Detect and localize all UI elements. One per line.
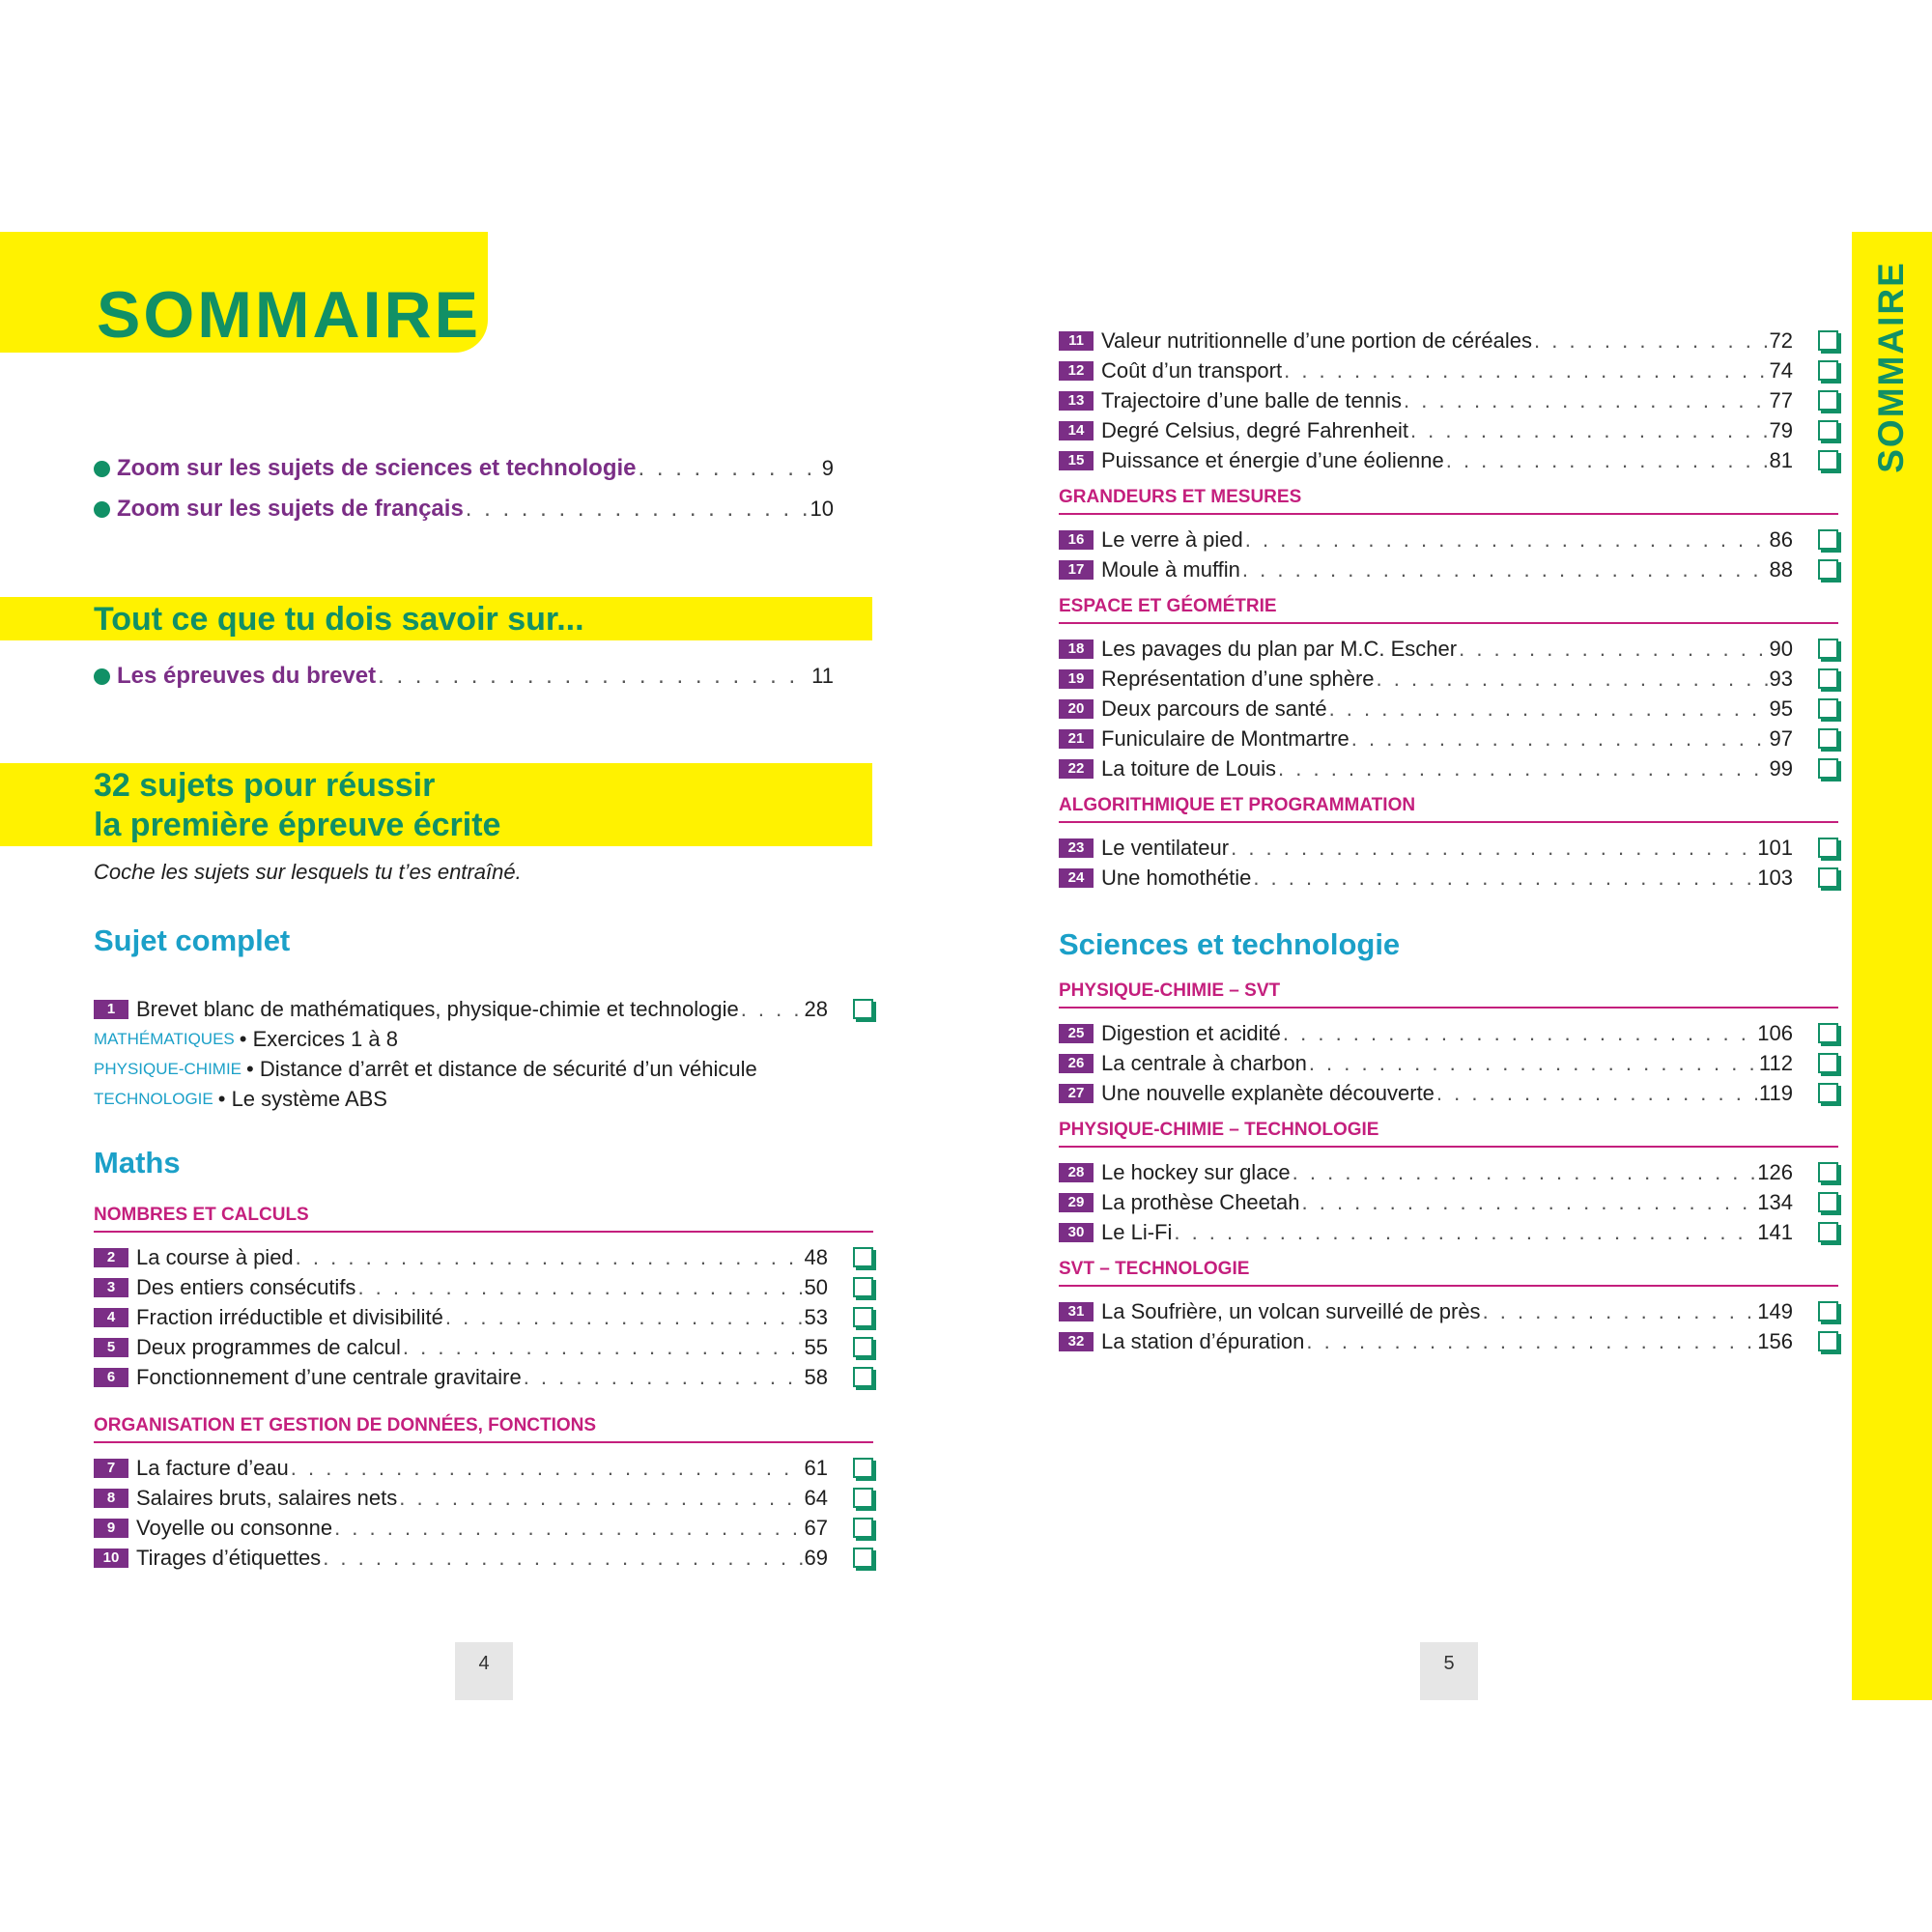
list-item[interactable] — [1059, 355, 1838, 385]
item-page: 156 — [1757, 1328, 1793, 1353]
checkbox-icon[interactable] — [1818, 838, 1838, 858]
side-title-wrapper — [1852, 232, 1932, 502]
item-number: 10 — [94, 1548, 128, 1568]
list-item[interactable] — [1059, 863, 1838, 893]
item-text: Fraction irréductible et divisibilité — [136, 1304, 443, 1329]
item-number: 5 — [94, 1338, 128, 1357]
dot-leader — [1293, 1160, 1756, 1185]
dot-leader — [524, 1365, 803, 1390]
list-item[interactable] — [1059, 445, 1838, 475]
page-number-right: 5 — [1420, 1642, 1478, 1700]
item-page: 50 — [804, 1274, 828, 1299]
item-text: La course à pied — [136, 1244, 294, 1269]
list-item[interactable] — [1059, 415, 1838, 445]
zoom-item[interactable] — [94, 449, 834, 488]
list — [1059, 1296, 1838, 1356]
item-page: 69 — [804, 1545, 828, 1570]
item-number: 22 — [1059, 759, 1094, 779]
list — [1059, 634, 1838, 783]
bullet-icon — [94, 668, 110, 685]
checkbox-icon[interactable] — [853, 1458, 873, 1478]
zoom-label: Zoom sur les sujets de sciences et technologie — [117, 455, 637, 481]
checkbox-icon[interactable] — [1818, 360, 1838, 381]
list-item[interactable] — [1059, 326, 1838, 355]
item-text: La toiture de Louis — [1101, 755, 1277, 781]
side-title: SOMMAIRE — [1871, 261, 1911, 473]
dot-leader — [1351, 726, 1768, 752]
savoir-item[interactable] — [94, 657, 834, 696]
item-number: 13 — [1059, 391, 1094, 411]
item-page: 149 — [1757, 1298, 1793, 1323]
dot-leader — [1306, 1329, 1755, 1354]
dot-leader — [291, 1456, 803, 1481]
item-text: Trajectoire d’une balle de tennis — [1101, 387, 1403, 412]
category-heading: SVT – TECHNOLOGIE — [1059, 1259, 1838, 1287]
checkbox-icon[interactable] — [1818, 1053, 1838, 1073]
dot-leader — [1534, 328, 1768, 354]
dot-leader — [1436, 1081, 1757, 1106]
list-item[interactable] — [94, 1242, 873, 1272]
list-item[interactable] — [94, 1483, 873, 1513]
dot-leader — [1410, 418, 1768, 443]
item-number: 18 — [1059, 639, 1094, 659]
list-item[interactable] — [94, 1543, 873, 1573]
list-item[interactable] — [1059, 753, 1838, 783]
list-item[interactable] — [1059, 634, 1838, 664]
item-page: 97 — [1769, 725, 1793, 751]
item-page: 134 — [1757, 1189, 1793, 1214]
item-page: 88 — [1769, 556, 1793, 582]
checkbox-icon[interactable] — [853, 1247, 873, 1267]
dot-leader — [1309, 1051, 1757, 1076]
checkbox-icon[interactable] — [1818, 420, 1838, 440]
checkbox-icon[interactable] — [1818, 1331, 1838, 1351]
category-heading: ORGANISATION ET GESTION DE DONNÉES, FONCTIONS — [94, 1415, 873, 1443]
item-number: 16 — [1059, 530, 1094, 550]
list-item[interactable] — [94, 1332, 873, 1362]
section-title-maths: Maths — [94, 1146, 181, 1179]
list — [1059, 1157, 1838, 1247]
section-title-sciences: Sciences et technologie — [1059, 927, 1401, 961]
checkbox-icon[interactable] — [853, 1488, 873, 1508]
item-text: Représentation d’une sphère — [1101, 666, 1375, 691]
list-item[interactable] — [1059, 1157, 1838, 1187]
checkbox-icon[interactable] — [1818, 529, 1838, 550]
dot-leader — [741, 997, 803, 1022]
item-text: Une nouvelle explanète découverte — [1101, 1080, 1435, 1105]
item-text: Funiculaire de Montmartre — [1101, 725, 1350, 751]
section-title-sujet-complet: Sujet complet — [94, 923, 291, 957]
item-number: 14 — [1059, 421, 1094, 440]
item-number: 3 — [94, 1278, 128, 1297]
item-number: 15 — [1059, 451, 1094, 470]
dot-leader — [1231, 836, 1755, 861]
item-number: 30 — [1059, 1223, 1094, 1242]
list-item[interactable] — [1059, 1326, 1838, 1356]
item-number: 1 — [94, 1000, 128, 1019]
checkbox-icon[interactable] — [853, 1367, 873, 1387]
item-page: 79 — [1769, 417, 1793, 442]
zoom-item[interactable] — [94, 490, 834, 528]
item-page: 95 — [1769, 696, 1793, 721]
list-item[interactable] — [1059, 525, 1838, 554]
page-number-left: 4 — [455, 1642, 513, 1700]
item-number: 21 — [1059, 729, 1094, 749]
dot-leader — [378, 663, 810, 690]
item-text: Deux parcours de santé — [1101, 696, 1327, 721]
item-page: 28 — [804, 996, 828, 1021]
checkbox-icon[interactable] — [1818, 639, 1838, 659]
item-text: Les pavages du plan par M.C. Escher — [1101, 636, 1458, 661]
item-text: Le verre à pied — [1101, 526, 1243, 552]
checkbox-icon[interactable] — [1818, 758, 1838, 779]
item-text: Le hockey sur glace — [1101, 1159, 1291, 1184]
checkbox-icon[interactable] — [853, 1307, 873, 1327]
checkbox-icon[interactable] — [1818, 1222, 1838, 1242]
item-number: 8 — [94, 1489, 128, 1508]
checkbox-icon[interactable] — [853, 1337, 873, 1357]
dot-leader — [296, 1245, 803, 1270]
item-number: 12 — [1059, 361, 1094, 381]
left-column — [94, 925, 873, 1573]
checkbox-icon[interactable] — [1818, 698, 1838, 719]
checkbox-icon[interactable] — [1818, 668, 1838, 689]
item-text: Digestion et acidité — [1101, 1020, 1281, 1045]
checkbox-icon[interactable] — [1818, 1162, 1838, 1182]
list-item[interactable] — [1059, 724, 1838, 753]
checkbox-icon[interactable] — [1818, 1301, 1838, 1321]
item-page: 99 — [1769, 755, 1793, 781]
page-title: SOMMAIRE — [97, 278, 481, 352]
list-item[interactable] — [1059, 1048, 1838, 1078]
dot-leader — [1242, 557, 1768, 582]
dot-leader — [403, 1335, 803, 1360]
item-page: 119 — [1758, 1080, 1793, 1105]
item-text: La station d’épuration — [1101, 1328, 1305, 1353]
list-item[interactable] — [1059, 1217, 1838, 1247]
item-page: 101 — [1757, 835, 1793, 860]
item-text: La centrale à charbon — [1101, 1050, 1307, 1075]
category-heading: PHYSIQUE-CHIMIE – TECHNOLOGIE — [1059, 1120, 1838, 1148]
list — [1059, 326, 1838, 475]
item-number: 31 — [1059, 1302, 1094, 1321]
sub-line: TECHNOLOGIE • Le système ABS — [94, 1086, 387, 1111]
item-number: 9 — [94, 1519, 128, 1538]
list-item[interactable] — [1059, 554, 1838, 584]
checkbox-icon[interactable] — [1818, 728, 1838, 749]
item-page: 74 — [1769, 357, 1793, 383]
dot-leader — [1404, 388, 1767, 413]
right-column — [1059, 326, 1838, 1356]
list — [1059, 833, 1838, 893]
checkbox-icon[interactable] — [1818, 1083, 1838, 1103]
sub-line: PHYSIQUE-CHIMIE • Distance d’arrêt et distance de sécurité d’un véhicule — [94, 1056, 757, 1081]
dot-leader — [334, 1516, 802, 1541]
savoir-label: Les épreuves du brevet — [117, 663, 377, 689]
checkbox-icon[interactable] — [1818, 1023, 1838, 1043]
list-item[interactable] — [1059, 664, 1838, 694]
checkbox-icon[interactable] — [1818, 1192, 1838, 1212]
item-page: 126 — [1757, 1159, 1793, 1184]
list-item[interactable] — [94, 1362, 873, 1392]
item-text: Brevet blanc de mathématiques, physique-chimie et technologie — [136, 996, 739, 1021]
item-number: 32 — [1059, 1332, 1094, 1351]
dot-leader — [466, 496, 809, 523]
zoom-page: 9 — [821, 456, 834, 480]
checkbox-icon[interactable] — [1818, 867, 1838, 888]
list-item[interactable] — [94, 994, 873, 1024]
item-text: La Soufrière, un volcan surveillé de près — [1101, 1298, 1481, 1323]
list-item[interactable] — [1059, 1018, 1838, 1048]
dot-leader — [1329, 696, 1768, 722]
item-text: Le ventilateur — [1101, 835, 1230, 860]
item-number: 24 — [1059, 868, 1094, 888]
item-number: 27 — [1059, 1084, 1094, 1103]
dot-leader — [1283, 1021, 1755, 1046]
category-heading: ALGORITHMIQUE ET PROGRAMMATION — [1059, 795, 1838, 823]
item-text: Puissance et énergie d’une éolienne — [1101, 447, 1444, 472]
list-item[interactable] — [94, 1453, 873, 1483]
list-item[interactable] — [94, 1272, 873, 1302]
item-text: Deux programmes de calcul — [136, 1334, 401, 1359]
dot-leader — [445, 1305, 803, 1330]
item-number: 26 — [1059, 1054, 1094, 1073]
checkbox-icon[interactable] — [1818, 390, 1838, 411]
item-number: 2 — [94, 1248, 128, 1267]
dot-leader — [1302, 1190, 1756, 1215]
list — [94, 1242, 873, 1392]
item-text: Salaires bruts, salaires nets — [136, 1485, 398, 1510]
item-text: Le Li-Fi — [1101, 1219, 1173, 1244]
item-page: 103 — [1757, 865, 1793, 890]
bullet-icon — [94, 501, 110, 518]
item-page: 77 — [1769, 387, 1793, 412]
dot-leader — [1245, 527, 1768, 553]
sujets-title-line2: la première épreuve écrite — [94, 807, 501, 843]
dot-leader — [1459, 637, 1767, 662]
item-text: Voyelle ou consonne — [136, 1515, 333, 1540]
checkbox-icon[interactable] — [1818, 559, 1838, 580]
item-number: 20 — [1059, 699, 1094, 719]
list — [94, 1453, 873, 1573]
item-text: La prothèse Cheetah — [1101, 1189, 1300, 1214]
item-number: 25 — [1059, 1024, 1094, 1043]
item-text: Des entiers consécutifs — [136, 1274, 356, 1299]
item-page: 81 — [1769, 447, 1793, 472]
item-page: 86 — [1769, 526, 1793, 552]
item-page: 141 — [1757, 1219, 1793, 1244]
checkbox-icon[interactable] — [1818, 330, 1838, 351]
item-text: Tirages d’étiquettes — [136, 1545, 322, 1570]
zoom-label: Zoom sur les sujets de français — [117, 496, 464, 522]
dot-leader — [639, 455, 820, 482]
item-number: 19 — [1059, 669, 1094, 689]
dot-leader — [1174, 1220, 1755, 1245]
list-item[interactable] — [94, 1513, 873, 1543]
item-page: 61 — [804, 1455, 828, 1480]
item-page: 93 — [1769, 666, 1793, 691]
item-number: 4 — [94, 1308, 128, 1327]
item-page: 67 — [804, 1515, 828, 1540]
checkbox-icon[interactable] — [1818, 450, 1838, 470]
sujets-note: Coche les sujets sur lesquels tu t’es entraîné. — [94, 860, 522, 884]
item-number: 11 — [1059, 331, 1094, 351]
list — [1059, 1018, 1838, 1108]
item-page: 112 — [1758, 1050, 1793, 1075]
dot-leader — [1446, 448, 1768, 473]
item-text: Degré Celsius, degré Fahrenheit — [1101, 417, 1408, 442]
item-page: 90 — [1769, 636, 1793, 661]
list-item[interactable] — [1059, 833, 1838, 863]
item-number: 17 — [1059, 560, 1094, 580]
item-number: 23 — [1059, 838, 1094, 858]
checkbox-icon[interactable] — [853, 1277, 873, 1297]
dot-leader — [1278, 756, 1767, 781]
item-number: 29 — [1059, 1193, 1094, 1212]
item-text: La facture d’eau — [136, 1455, 289, 1480]
category-heading: PHYSIQUE-CHIMIE – SVT — [1059, 980, 1838, 1009]
item-page: 58 — [804, 1364, 828, 1389]
item-number: 28 — [1059, 1163, 1094, 1182]
item-text: Coût d’un transport — [1101, 357, 1283, 383]
dot-leader — [1253, 866, 1755, 891]
savoir-title: Tout ce que tu dois savoir sur... — [94, 601, 584, 638]
dot-leader — [323, 1546, 802, 1571]
category-heading: GRANDEURS ET MESURES — [1059, 487, 1838, 515]
list-item[interactable] — [1059, 1187, 1838, 1217]
list-item[interactable] — [1059, 1296, 1838, 1326]
sujets-title-line1: 32 sujets pour réussir — [94, 767, 436, 804]
zoom-page: 10 — [810, 497, 834, 521]
item-page: 48 — [804, 1244, 828, 1269]
list-item[interactable] — [1059, 385, 1838, 415]
dot-leader — [357, 1275, 802, 1300]
savoir-page: 11 — [811, 664, 834, 688]
list-item[interactable] — [1059, 694, 1838, 724]
category-heading: NOMBRES ET CALCULS — [94, 1205, 873, 1233]
dot-leader — [399, 1486, 802, 1511]
dot-leader — [1377, 667, 1768, 692]
item-page: 106 — [1757, 1020, 1793, 1045]
item-number: 7 — [94, 1459, 128, 1478]
item-number: 6 — [94, 1368, 128, 1387]
item-text: Fonctionnement d’une centrale gravitaire — [136, 1364, 522, 1389]
sub-line: MATHÉMATIQUES • Exercices 1 à 8 — [94, 1026, 398, 1051]
checkbox-icon[interactable] — [853, 1518, 873, 1538]
list — [1059, 525, 1838, 584]
checkbox-icon[interactable] — [853, 1548, 873, 1568]
item-page: 53 — [804, 1304, 828, 1329]
item-text: Valeur nutritionnelle d’une portion de céréales — [1101, 327, 1532, 353]
list-item[interactable] — [94, 1302, 873, 1332]
bullet-icon — [94, 461, 110, 477]
item-text: Une homothétie — [1101, 865, 1252, 890]
category-heading: ESPACE ET GÉOMÉTRIE — [1059, 596, 1838, 624]
item-text: Moule à muffin — [1101, 556, 1240, 582]
item-page: 64 — [804, 1485, 828, 1510]
dot-leader — [1483, 1299, 1756, 1324]
list-item[interactable] — [1059, 1078, 1838, 1108]
dot-leader — [1284, 358, 1767, 384]
item-page: 72 — [1769, 327, 1793, 353]
checkbox-icon[interactable] — [853, 999, 873, 1019]
item-page: 55 — [804, 1334, 828, 1359]
